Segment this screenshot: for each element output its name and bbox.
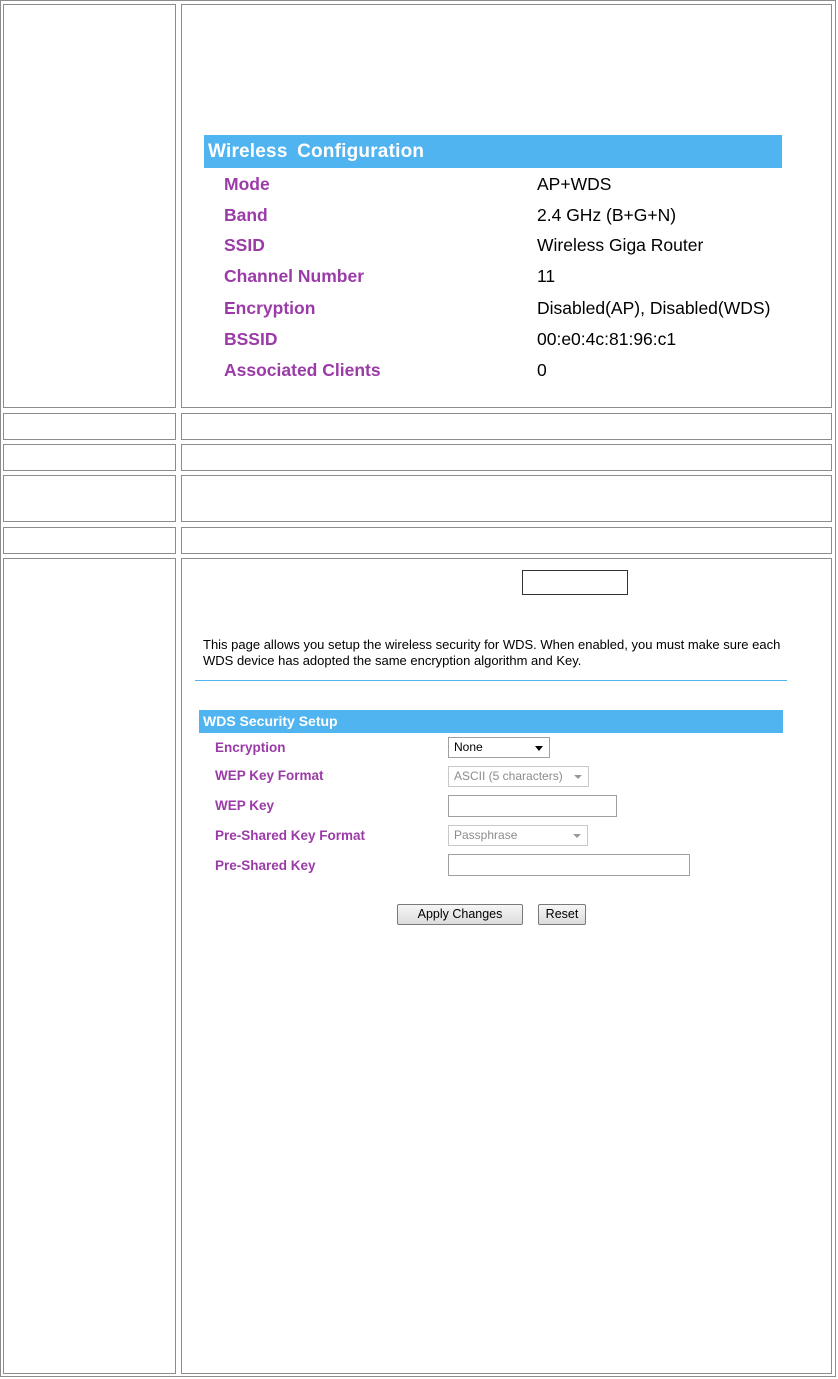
chevron-down-icon <box>574 775 582 779</box>
channel-number-label: Channel Number <box>224 266 365 286</box>
chevron-down-icon <box>573 834 581 838</box>
apply-changes-button[interactable]: Apply Changes <box>397 904 523 925</box>
encryption-value: Disabled(AP), Disabled(WDS) <box>537 298 771 318</box>
right-cell-4 <box>181 475 832 522</box>
right-cell-2 <box>181 413 832 440</box>
ssid-label: SSID <box>224 235 265 255</box>
pre-shared-key-format-select-value: Passphrase <box>454 828 518 842</box>
right-cell-1 <box>181 4 832 408</box>
mode-value: AP+WDS <box>537 174 612 194</box>
pre-shared-key-format-label: Pre-Shared Key Format <box>215 828 366 843</box>
wep-key-format-label: WEP Key Format <box>215 768 324 783</box>
left-cell-3 <box>3 444 176 471</box>
ssid-value: Wireless Giga Router <box>537 235 704 255</box>
wds-encryption-select-value: None <box>454 740 483 754</box>
wep-key-format-select[interactable] <box>448 766 589 787</box>
wds-security-description: This page allows you setup the wireless security for WDS. When enabled, you must make sure each WDS device has adopted the same encryption algorithm and Key. <box>203 637 781 668</box>
wep-key-format-select-value: ASCII (5 characters) <box>454 769 563 783</box>
bssid-value: 00:e0:4c:81:96:c1 <box>537 329 677 349</box>
reset-button[interactable]: Reset <box>538 904 586 925</box>
left-cell-4 <box>3 475 176 522</box>
chevron-down-icon <box>535 746 543 751</box>
empty-text-box <box>522 570 628 595</box>
encryption-label: Encryption <box>224 298 316 318</box>
band-value: 2.4 GHz (B+G+N) <box>537 205 677 225</box>
left-cell-2 <box>3 413 176 440</box>
left-cell-6 <box>3 558 176 1374</box>
associated-clients-value: 0 <box>537 360 547 380</box>
wep-key-label: WEP Key <box>215 798 275 813</box>
band-label: Band <box>224 205 268 225</box>
channel-number-value: 11 <box>537 266 556 286</box>
left-cell-1 <box>3 4 176 408</box>
right-cell-5 <box>181 527 832 554</box>
pre-shared-key-format-select[interactable] <box>448 825 588 846</box>
bssid-label: BSSID <box>224 329 278 349</box>
right-cell-3 <box>181 444 832 471</box>
left-cell-5 <box>3 527 176 554</box>
associated-clients-label: Associated Clients <box>224 360 381 380</box>
wep-key-input[interactable] <box>448 795 617 817</box>
wds-security-setup-header: WDS Security Setup <box>199 710 783 733</box>
wireless-configuration-header: Wireless Configuration <box>204 135 782 168</box>
divider <box>195 680 787 681</box>
pre-shared-key-label: Pre-Shared Key <box>215 858 316 873</box>
mode-label: Mode <box>224 174 270 194</box>
wds-encryption-label: Encryption <box>215 740 286 755</box>
wds-encryption-select[interactable] <box>448 737 550 758</box>
pre-shared-key-input[interactable] <box>448 854 690 876</box>
